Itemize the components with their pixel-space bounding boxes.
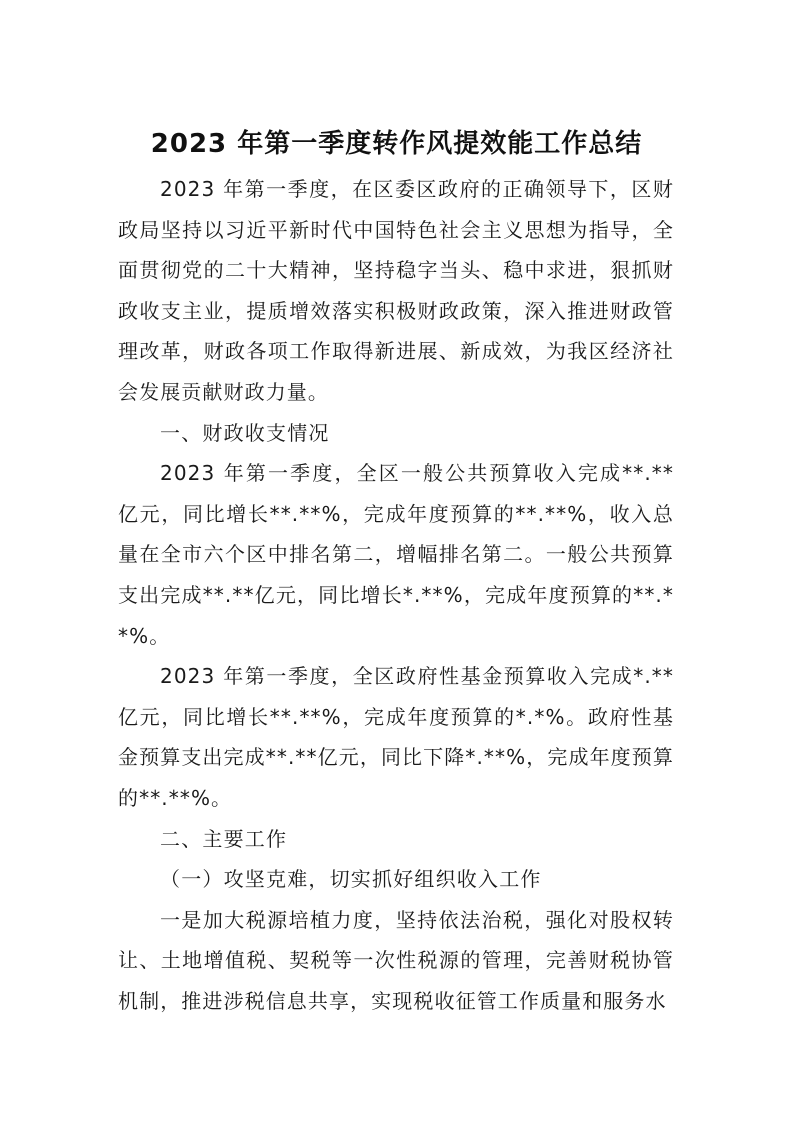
section-heading-main-work: 二、主要工作	[160, 826, 288, 851]
intro-paragraph: 2023 年第一季度，在区委区政府的正确领导下，区财政局坚持以习近平新时代中国特色社会主义思想为指导，全面贯彻党的二十大精神，坚持稳字当头、稳中求进，狠抓财政收支主业，提质增效落实积极财政政策，深入推进财政管理改革，财政各项工作取得新进展、新成效，为我区经济社会发展贡献财政力量。	[118, 177, 674, 404]
tax-source-paragraph: 一是加大税源培植力度，坚持依法治税，强化对股权转让、土地增值税、契税等一次性税源的管理，完善财税协管机制，推进涉税信息共享，实现税收征管工作质量和服务水	[118, 907, 674, 1013]
document-body	[118, 169, 674, 1021]
fund-budget-paragraph: 2023 年第一季度，全区政府性基金预算收入完成*.**亿元，同比增长**.**%，完成年度预算的*.*%。政府性基金预算支出完成**.**亿元，同比下降*.**%，完成年度预算的**.**%。	[118, 664, 674, 810]
subsection-heading-revenue: （一）攻坚克难，切实抓好组织收入工作	[160, 867, 542, 892]
document-title: 2023 年第一季度转作风提效能工作总结	[150, 129, 643, 159]
section-heading-revenue-expenditure: 一、财政收支情况	[160, 420, 330, 445]
general-budget-paragraph: 2023 年第一季度，全区一般公共预算收入完成**.**亿元，同比增长**.**%，完成年度预算的**.**%，收入总量在全市六个区中排名第二，增幅排名第二。一般公共预算支出完成**.**亿元，同比增长*.**%，完成年度预算的**.**%。	[118, 461, 674, 648]
